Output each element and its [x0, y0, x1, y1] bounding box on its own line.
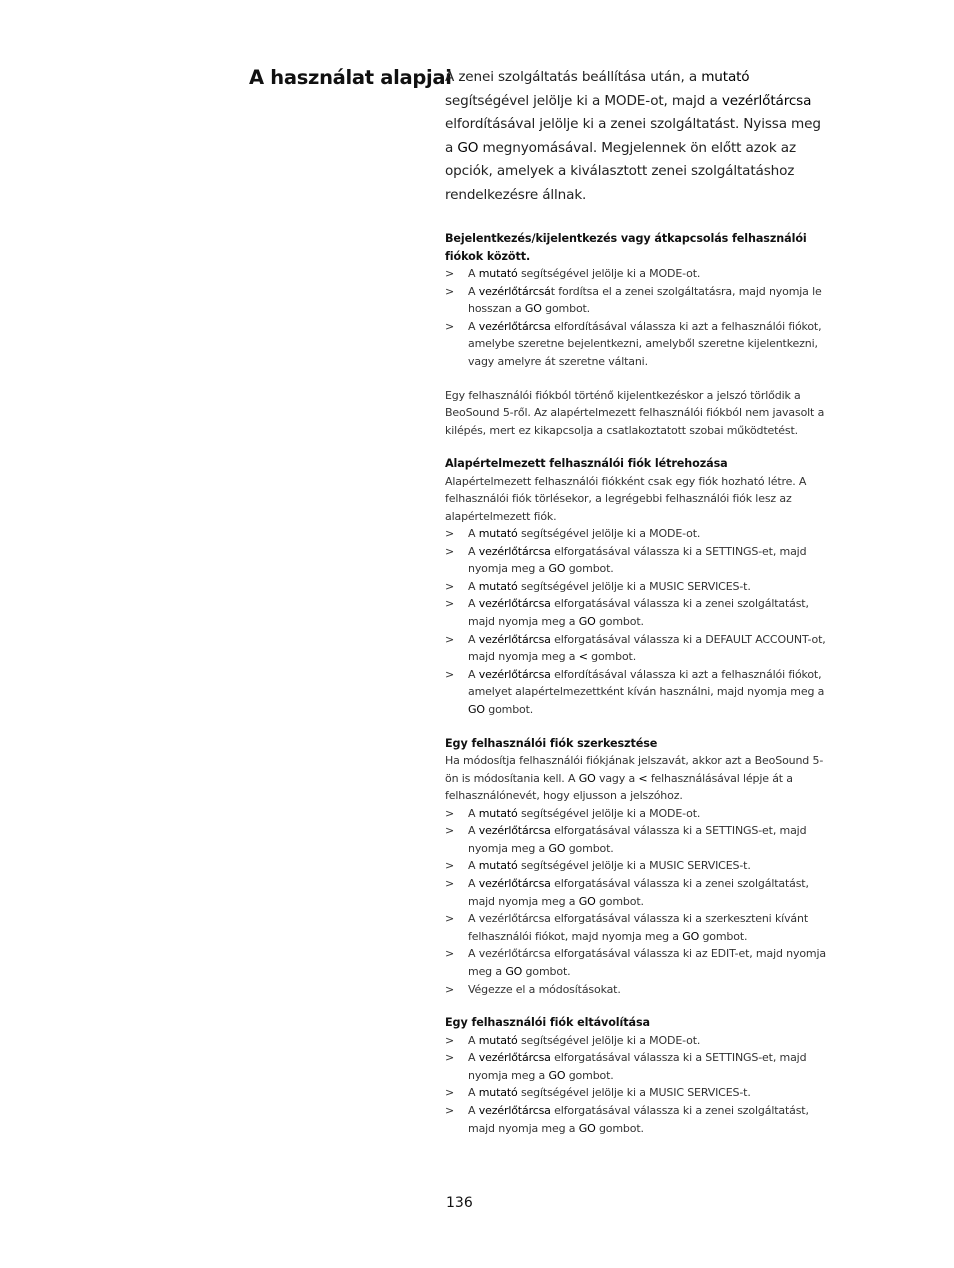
step-item: > A mutató segítségével jelölje ki a MUSIC SERVICES-t.: [445, 1084, 830, 1102]
arrow-icon: >: [445, 597, 455, 611]
note-paragraph: Egy felhasználói fiókból történő kijelentkezéskor a jelszó törlődik a BeoSound 5-ről. Az alapértelmezett felhasználói fiókból nem javasolt a kilépés, mert ez kikapcsolja a csatlakoztatott szobai működtetést.: [445, 388, 825, 437]
arrow-icon: >: [445, 527, 455, 541]
arrow-icon: >: [445, 806, 455, 820]
arrow-icon: >: [445, 267, 455, 280]
step-item: > A mutató segítségével jelölje ki a MODE-ot.: [445, 525, 830, 543]
back-arrow-icon: <: [638, 771, 648, 785]
step-item: > A vezérlőtárcsa elforgatásával válassza ki a SETTINGS-et, majd nyomja meg a GO gombot.: [445, 1049, 830, 1084]
arrow-icon: >: [445, 982, 455, 996]
step-item: > A mutató segítségével jelölje ki a MODE-ot.: [445, 265, 830, 283]
arrow-icon: >: [445, 667, 455, 681]
intro-text-2: segítségével jelölje ki a MODE-ot, majd a: [445, 92, 722, 109]
intro-keyword-pointer: mutató: [701, 69, 750, 85]
step-item: > A vezérlőtárcsa elforgatásával válassza ki a szerkeszteni kívánt felhasználói fiókot, majd nyomja meg a GO gombot.: [445, 910, 830, 945]
section-intro: Ha módosítja felhasználói fiókjának jelszavát, akkor azt a BeoSound 5-ön is módosítania kell. A GO vagy a < felhasználásával lépje át a felhasználónevét, hogy eljusson a jelszóhoz.: [445, 754, 824, 803]
section-default-account: [445, 455, 830, 719]
arrow-icon: >: [445, 1033, 455, 1047]
step-item: > A vezérlőtárcsa elforgatásával válassza ki a SETTINGS-et, majd nyomja meg a GO gombot.: [445, 543, 830, 578]
arrow-icon: >: [445, 876, 455, 890]
arrow-icon: >: [445, 1104, 455, 1117]
step-item: > Végezze el a módosításokat.: [445, 981, 830, 999]
section-edit-account: [445, 735, 830, 999]
step-item: > A vezérlőtárcsa elforgatásával válassza ki a zenei szolgáltatást, majd nyomja meg a GO gombot.: [445, 875, 830, 910]
arrow-icon: >: [445, 859, 455, 873]
page-number: 136: [446, 1195, 473, 1211]
content-column: [445, 66, 830, 1137]
arrow-icon: >: [445, 579, 455, 593]
step-item: > A vezérlőtárcsa elforgatásával válassza ki a SETTINGS-et, majd nyomja meg a GO gombot.: [445, 822, 830, 857]
step-list: [445, 525, 830, 719]
section-intro: Alapértelmezett felhasználói fiókként csak egy fiók hozható létre. A felhasználói fiók törlésekor, a legrégebbi felhasználói fiók lesz az alapértelmezett fiók.: [445, 474, 807, 523]
arrow-icon: >: [445, 284, 455, 298]
step-item: > A vezérlőtárcsa elforgatásával válassza ki a zenei szolgáltatást, majd nyomja meg a GO gombot.: [445, 595, 830, 630]
arrow-icon: >: [445, 1086, 455, 1100]
section-remove-account: [445, 1014, 830, 1137]
arrow-icon: >: [445, 544, 455, 558]
arrow-icon: >: [445, 319, 455, 333]
step-item: > A vezérlőtárcsa elforgatásával válassza ki a zenei szolgáltatást, majd nyomja meg a GO gombot.: [445, 1102, 830, 1137]
arrow-icon: >: [445, 824, 455, 838]
section-heading: Egy felhasználói fiók szerkesztése: [445, 736, 658, 750]
step-item: > A vezérlőtárcsa elfordításával válassza ki azt a felhasználói fiókot, amelybe szeretne bejelentkezni, amelyből szeretne kijelentkezni, vagy amelyre át szeretne váltani.: [445, 318, 830, 371]
intro-text-1: A zenei szolgáltatás beállítása után, a: [445, 69, 702, 85]
step-item: > A vezérlőtárcsát fordítsa el a zenei szolgáltatásra, majd nyomja le hosszan a GO gombot.: [445, 283, 830, 318]
step-item: > A vezérlőtárcsa elforgatásával válassza ki a DEFAULT ACCOUNT-ot, majd nyomja meg a < gombot.: [445, 631, 830, 666]
step-item: > A mutató segítségével jelölje ki a MODE-ot.: [445, 805, 830, 823]
intro-paragraph: [445, 66, 830, 207]
intro-keyword-go: GO: [457, 139, 479, 156]
arrow-icon: >: [445, 632, 455, 646]
step-item: > A vezérlőtárcsa elforgatásával válassza ki az EDIT-et, majd nyomja meg a GO gombot.: [445, 945, 830, 980]
section-heading: Alapértelmezett felhasználói fiók létrehozása: [445, 457, 728, 471]
section-login-switch: [445, 230, 830, 439]
step-list: [445, 1032, 830, 1138]
step-item: > A mutató segítségével jelölje ki a MUSIC SERVICES-t.: [445, 857, 830, 875]
step-item: > A mutató segítségével jelölje ki a MODE-ot.: [445, 1032, 830, 1050]
arrow-icon: >: [445, 912, 455, 926]
intro-keyword-wheel: vezérlőtárcsa: [721, 92, 812, 109]
intro-text-4: megnyomásával. Megjelennek ön előtt azok az opciók, amelyek a kiválasztott zenei szolgáltatáshoz rendelkezésre állnak.: [445, 139, 796, 203]
page-title: A használat alapjai: [249, 66, 452, 89]
arrow-icon: >: [445, 1051, 455, 1065]
step-list: [445, 805, 830, 999]
section-heading: Egy felhasználói fiók eltávolítása: [445, 1016, 650, 1030]
arrow-icon: >: [445, 947, 455, 961]
step-list: [445, 265, 830, 371]
back-arrow-icon: <: [578, 650, 588, 664]
step-item: > A mutató segítségével jelölje ki a MUSIC SERVICES-t.: [445, 578, 830, 596]
section-heading: Bejelentkezés/kijelentkezés vagy átkapcsolás felhasználói fiókok között.: [445, 232, 807, 263]
intro-text-3: elfordításával jelölje ki a zenei szolgáltatást. Nyissa meg a: [445, 116, 821, 156]
step-item: > A vezérlőtárcsa elfordításával válassza ki azt a felhasználói fiókot, amelyet alapértelmezettként kíván használni, majd nyomja meg a GO gombot.: [445, 666, 830, 719]
